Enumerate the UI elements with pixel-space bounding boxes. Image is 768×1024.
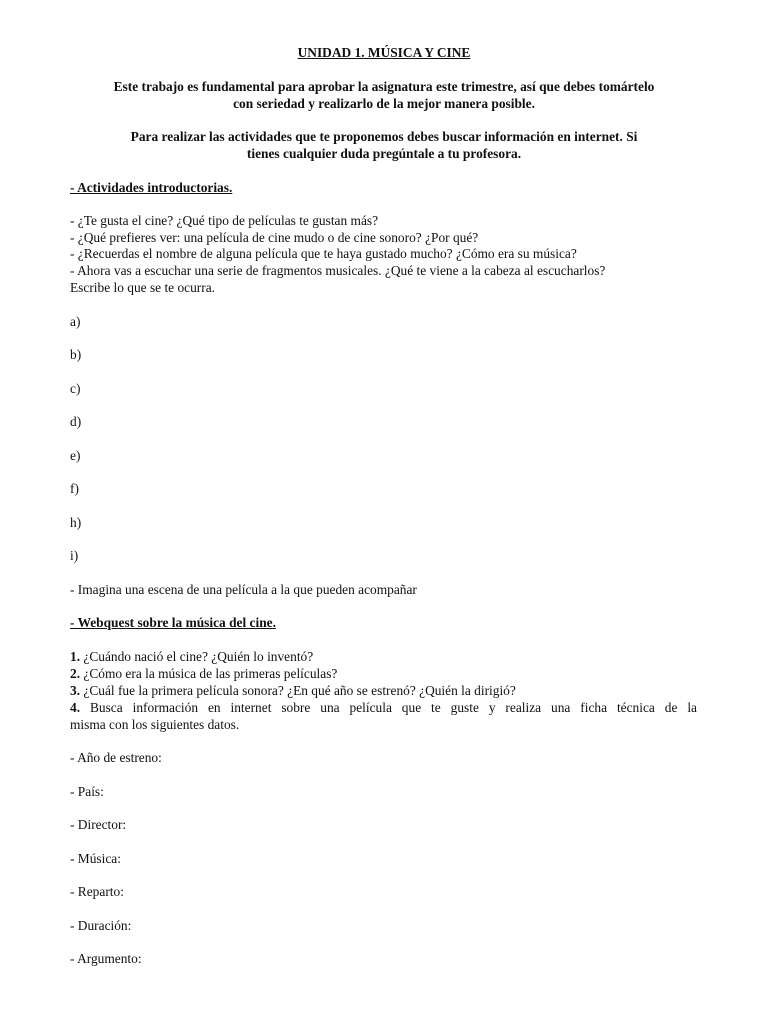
form-field-label: - Reparto:: [70, 884, 124, 899]
answer-label: e): [70, 448, 81, 463]
question-text: ¿Cómo era la música de las primeras películas?: [80, 666, 338, 681]
document-title: UNIDAD 1. MÚSICA Y CINE: [297, 45, 471, 60]
webquest-question-continuation: misma con los siguientes datos.: [70, 717, 240, 732]
form-field-label: - Música:: [70, 851, 121, 866]
answer-label: i): [70, 548, 79, 563]
answer-label: f): [70, 481, 79, 496]
question-number: 2.: [70, 666, 81, 681]
answer-label: d): [70, 414, 82, 429]
webquest-question: [70, 699, 697, 716]
question-text: ¿Cuál fue la primera película sonora? ¿En qué año se estrenó? ¿Quién la dirigió?: [80, 683, 516, 698]
form-field-label: - País:: [70, 784, 104, 799]
intro-question: Escribe lo que se te ocurra.: [70, 280, 216, 295]
form-field-label: - Año de estreno:: [70, 750, 162, 765]
answer-label: b): [70, 347, 82, 362]
question-number: 1.: [70, 649, 81, 664]
form-field-label: - Argumento:: [70, 951, 142, 966]
intro-question: - Ahora vas a escuchar una serie de fragmentos musicales. ¿Qué te viene a la cabeza al escucharlos?: [70, 263, 606, 278]
instructions-line-1: Para realizar las actividades que te proponemos debes buscar información en internet. Si: [130, 129, 638, 144]
intro-line-2: con seriedad y realizarlo de la mejor manera posible.: [233, 96, 535, 111]
answer-label: a): [70, 314, 81, 329]
question-number: 3.: [70, 683, 81, 698]
answer-label: c): [70, 381, 81, 396]
webquest-question: [70, 682, 516, 699]
answer-label: h): [70, 515, 82, 530]
form-field-label: - Duración:: [70, 918, 132, 933]
instructions-line-2: tienes cualquier duda pregúntale a tu profesora.: [246, 146, 522, 161]
intro-line-1: Este trabajo es fundamental para aprobar la asignatura este trimestre, así que debes tomártelo: [113, 79, 655, 94]
webquest-question: [70, 648, 313, 665]
intro-question: - ¿Qué prefieres ver: una película de cine mudo o de cine sonoro? ¿Por qué?: [70, 230, 479, 245]
form-field-label: - Director:: [70, 817, 127, 832]
question-number: 4.: [70, 700, 81, 715]
intro-question: - ¿Te gusta el cine? ¿Qué tipo de películas te gustan más?: [70, 213, 379, 228]
section-heading-introductory: - Actividades introductorias.: [70, 180, 233, 195]
closing-prompt: - Imagina una escena de una película a la que pueden acompañar: [70, 582, 417, 597]
question-text: ¿Cuándo nació el cine? ¿Quién lo inventó?: [80, 649, 314, 664]
question-text: Busca información en internet sobre una película que te guste y realiza una ficha técnica de la: [80, 700, 697, 715]
webquest-question: [70, 665, 337, 682]
intro-question: - ¿Recuerdas el nombre de alguna película que te haya gustado mucho? ¿Cómo era su música?: [70, 246, 577, 261]
section-heading-webquest: - Webquest sobre la música del cine.: [70, 615, 276, 630]
